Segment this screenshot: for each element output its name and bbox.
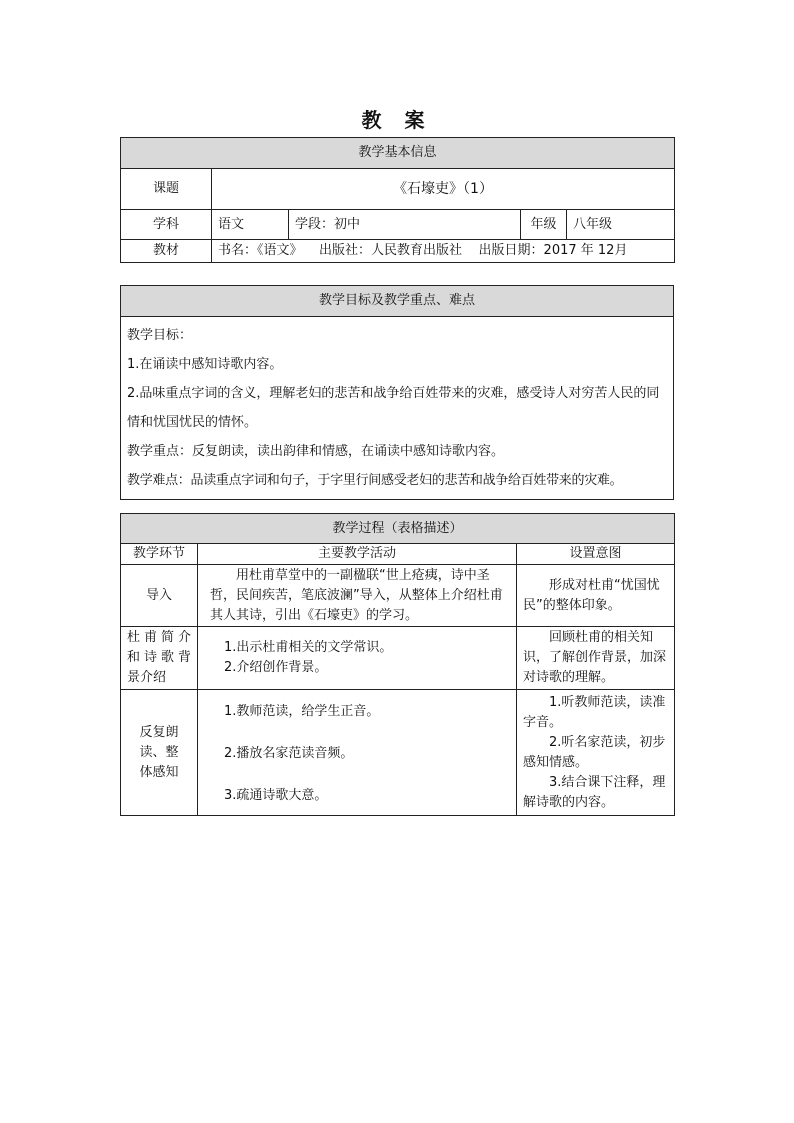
- textbook-label: 教材: [121, 240, 212, 263]
- grade-value: 八年级: [567, 210, 675, 240]
- topic-value: 《石壕吏》（1）: [212, 169, 675, 210]
- goals-table: [120, 285, 674, 500]
- activity-cell: [198, 690, 517, 816]
- stage-cell: 导入: [121, 565, 198, 627]
- column-header-activity: 主要教学活动: [198, 544, 517, 565]
- goals-line: 教学目标：: [127, 328, 193, 343]
- activity-item: 1.出示杜甫相关的文学常识。: [224, 640, 393, 655]
- topic-label: 课题: [121, 169, 212, 210]
- grade-label: 年级: [521, 210, 567, 240]
- goals-line: 1.在诵读中感知诗歌内容。: [127, 357, 283, 372]
- activity-item: 1.教师范读，给学生正音。: [224, 704, 380, 719]
- subject-label: 学科: [121, 210, 212, 240]
- intent-item: 3.结合课下注释，理解诗歌的内容。: [523, 774, 666, 810]
- basic-info-header: 教学基本信息: [121, 138, 675, 169]
- document-title: 教 案: [361, 108, 433, 132]
- column-header-intent: 设置意图: [517, 544, 675, 565]
- activity-cell: 用杜甫草堂中的一副楹联“世上疮痍，诗中圣哲，民间疾苦，笔底波澜”导入，从整体上介绍杜甫其人其诗，引出《石壕吏》的学习。: [198, 565, 517, 627]
- intent-cell: [517, 690, 675, 816]
- goals-body: [121, 317, 674, 500]
- table-row: [121, 690, 675, 816]
- activity-item: 3.疏通诗歌大意。: [224, 788, 328, 803]
- goals-header: 教学目标及教学重点、难点: [121, 286, 674, 317]
- stage-cell: 反复朗读、整体感知: [121, 690, 198, 816]
- goals-line: 教学难点：品读重点字词和句子，于字里行间感受老妇的悲苦和战争给百姓带来的灾难。: [127, 473, 623, 488]
- process-table: [120, 513, 675, 816]
- goals-line: 2.品味重点字词的含义，理解老妇的悲苦和战争给百姓带来的灾难，感受诗人对穷苦人民的同情和忧国忧民的情怀。: [127, 386, 660, 430]
- process-header: 教学过程（表格描述）: [121, 514, 675, 544]
- activity-item: 2.介绍创作背景。: [224, 660, 328, 675]
- textbook-value: 书名：《语文》 出版社：人民教育出版社 出版日期：2017 年 12月: [212, 240, 675, 263]
- goals-line: 教学重点：反复朗读，读出韵律和情感，在诵读中感知诗歌内容。: [127, 444, 505, 459]
- subject-value: 语文: [212, 210, 289, 240]
- table-row: [121, 565, 675, 627]
- intent-cell: 形成对杜甫“忧国忧民”的整体印象。: [517, 565, 675, 627]
- stage-cell: 杜甫简介和诗歌背景介绍: [121, 627, 198, 690]
- activity-item: 2.播放名家范读音频。: [224, 746, 354, 761]
- intent-cell: 回顾杜甫的相关知识，了解创作背景，加深对诗歌的理解。: [517, 627, 675, 690]
- basic-info-table: [120, 137, 675, 263]
- table-row: [121, 627, 675, 690]
- intent-item: 2.听名家范读，初步感知情感。: [523, 734, 666, 770]
- intent-item: 1.听教师范读，读准字音。: [523, 694, 666, 730]
- stage-value: 学段：初中: [289, 210, 521, 240]
- activity-cell: [198, 627, 517, 690]
- column-header-stage: 教学环节: [121, 544, 198, 565]
